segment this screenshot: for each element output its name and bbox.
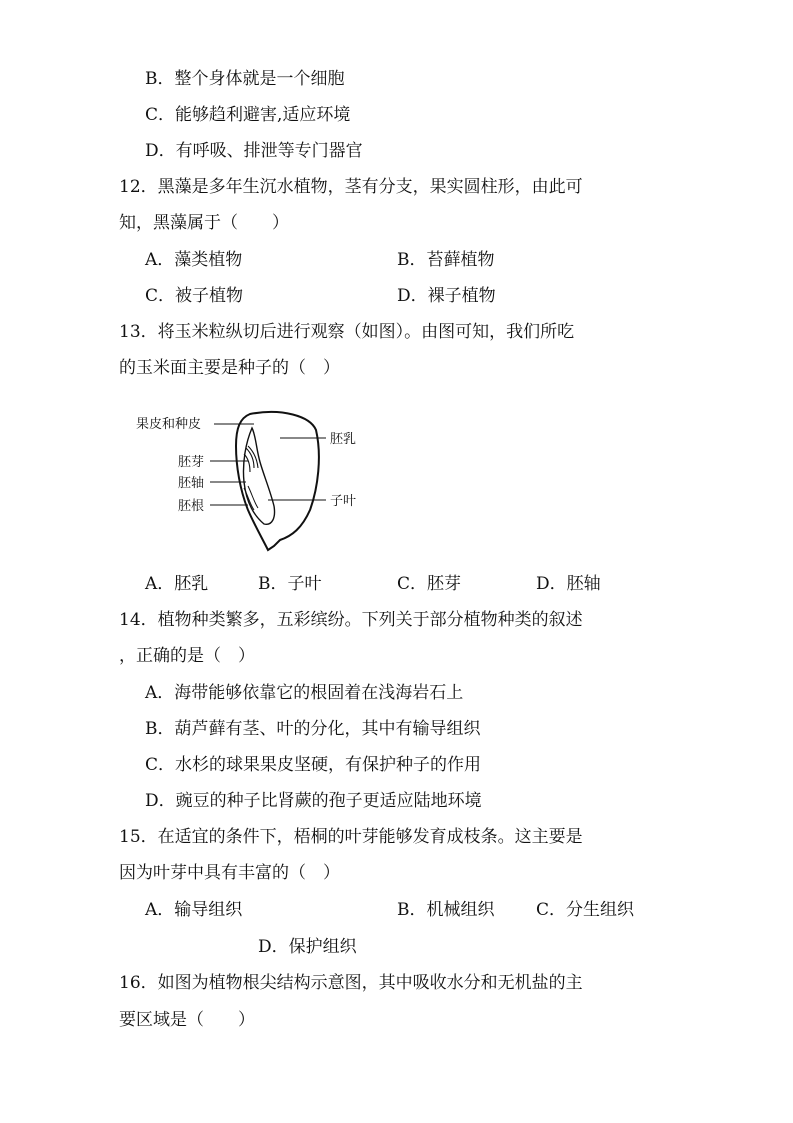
q12-option-d: D．裸子植物 (397, 286, 496, 306)
q13-stem-line2: 的玉米面主要是种子的（ ） (119, 358, 340, 378)
q11-option-c: C．能够趋利避害,适应环境 (145, 105, 351, 125)
corn-kernel-diagram (132, 406, 372, 556)
label-cotyledon: 子叶 (330, 494, 357, 509)
q13-option-a: A．胚乳 (145, 574, 209, 594)
q14-option-a: A．海带能够依靠它的根固着在浅海岩石上 (145, 683, 464, 703)
q13-stem-line1: 13．将玉米粒纵切后进行观察（如图）。由图可知，我们所吃 (119, 322, 575, 342)
label-radicle: 胚根 (178, 499, 205, 514)
q13-option-b: B．子叶 (258, 574, 322, 594)
q14-option-b: B．葫芦藓有茎、叶的分化，其中有输导组织 (145, 719, 481, 739)
q15-stem-line1: 15．在适宜的条件下，梧桐的叶芽能够发育成枝条。这主要是 (119, 827, 583, 847)
label-plumule: 胚芽 (178, 455, 205, 470)
q15-option-a: A．输导组织 (145, 900, 243, 920)
q14-option-c: C．水杉的球果果皮坚硬，有保护种子的作用 (145, 755, 482, 775)
q14-option-d: D．豌豆的种子比肾蕨的孢子更适应陆地环境 (145, 791, 482, 811)
label-endosperm: 胚乳 (330, 432, 357, 447)
q12-option-a: A．藻类植物 (145, 250, 243, 270)
q15-option-d: D．保护组织 (258, 937, 357, 957)
q11-option-d: D．有呼吸、排泄等专门器官 (145, 141, 363, 161)
q13-option-d: D．胚轴 (536, 574, 601, 594)
q12-stem-line1: 12．黑藻是多年生沉水植物，茎有分支，果实圆柱形，由此可 (119, 177, 583, 197)
q15-option-b: B．机械组织 (397, 900, 495, 920)
label-hypocotyl: 胚轴 (178, 476, 205, 491)
q12-stem-line2: 知，黑藻属于（ ） (119, 213, 289, 233)
label-pericarp: 果皮和种皮 (136, 417, 202, 432)
q14-stem-line1: 14．植物种类繁多，五彩缤纷。下列关于部分植物种类的叙述 (119, 610, 583, 630)
q15-stem-line2: 因为叶芽中具有丰富的（ ） (119, 863, 340, 883)
q13-option-c: C．胚芽 (397, 574, 462, 594)
q16-stem-line2: 要区域是（ ） (119, 1010, 255, 1030)
q12-option-c: C．被子植物 (145, 286, 244, 306)
q16-stem-line1: 16．如图为植物根尖结构示意图，其中吸收水分和无机盐的主 (119, 973, 583, 993)
q14-stem-line2: ，正确的是（ ） (119, 646, 255, 666)
q11-option-b: B．整个身体就是一个细胞 (145, 69, 345, 89)
q15-option-c: C．分生组织 (536, 900, 635, 920)
q12-option-b: B．苔藓植物 (397, 250, 495, 270)
